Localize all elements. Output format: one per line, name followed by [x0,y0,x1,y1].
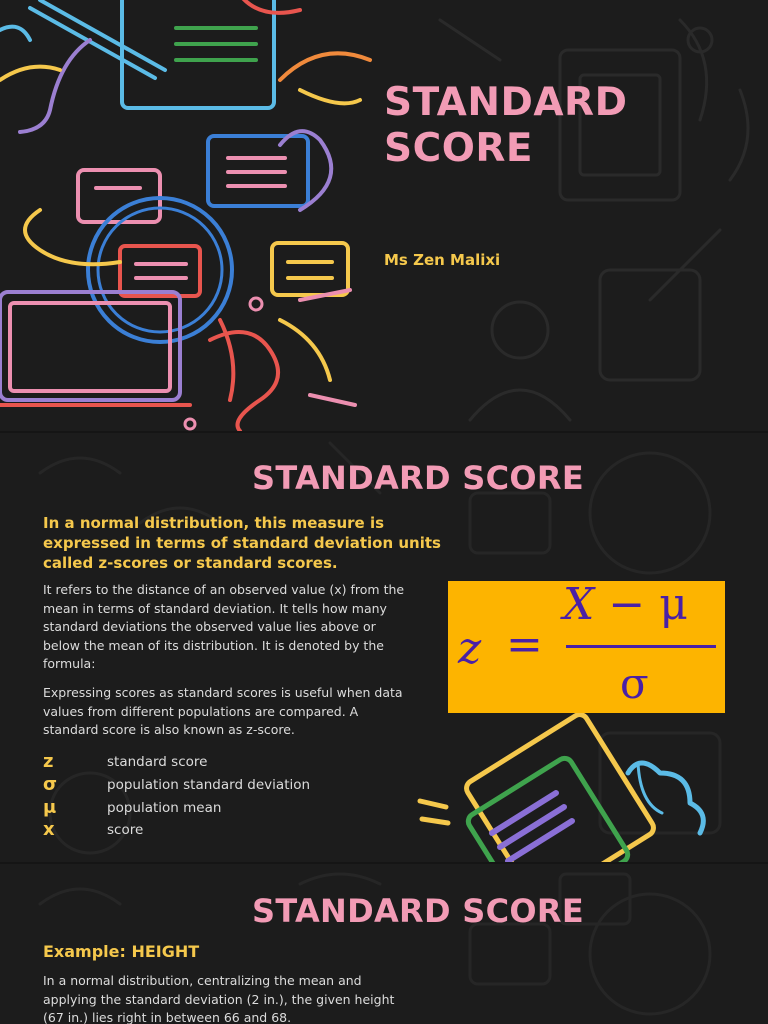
formula-z: z [458,623,482,674]
legend-description: population standard deviation [107,777,311,793]
z-score-formula [448,581,725,713]
formula-mu: μ [659,579,688,630]
legend-symbol: x [43,819,55,840]
legend-symbol: z [43,751,54,772]
example-label: Example: HEIGHT [43,942,200,961]
legend-symbol: μ [43,797,57,818]
definition-paragraph: It refers to the distance of an observed value (x) from the mean in terms of standard deviation. It tells how many standard deviations the observed value lies above or below the mean of its distribution. It is denoted by the formula: [43,582,405,671]
formula-sigma: σ [620,659,649,708]
illustration-doodle [0,0,380,431]
title-slide [0,0,768,431]
author-name: Ms Zen Malixi [384,251,501,269]
example-paragraph: In a normal distribution, centralizing the mean and applying the standard deviation (2 in.), the given height (67 in.) lies right in between 66 and 68. [43,973,395,1024]
formula-minus: − [608,579,646,630]
example-slide [0,864,768,1024]
legend-symbol: σ [43,774,58,795]
formula-x: X [563,579,595,630]
formula-numerator [563,579,688,630]
legend-description: standard score [107,754,208,770]
slide-title: STANDARD SCORE [251,459,585,497]
formula-fraction-bar [566,645,716,648]
title-slide-heading: STANDARD SCORE [384,80,628,171]
usefulness-paragraph: Expressing scores as standard scores is useful when data values from different populations are compared. A standard score is also known as z-score. [43,685,403,737]
formula-equals: = [506,619,543,670]
legend-description: population mean [107,800,222,816]
legend-description: score [107,822,144,838]
lead-statement: In a normal distribution, this measure is expressed in terms of standard deviation units called z-scores or standard scores. [43,514,441,572]
definition-slide [0,433,768,862]
slide-title: STANDARD SCORE [251,892,585,930]
